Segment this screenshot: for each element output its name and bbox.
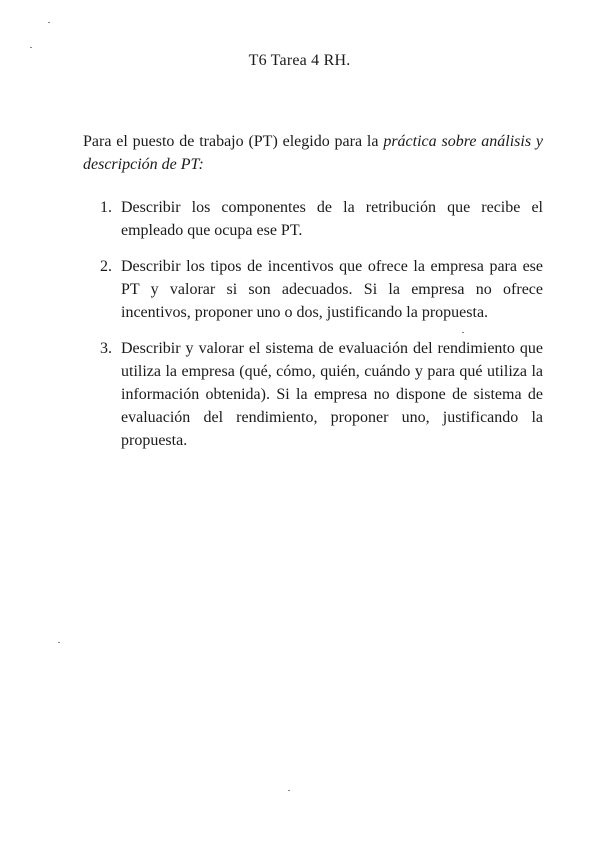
task-text: Describir los componentes de la retribución que recibe el empleado que ocupa ese PT. [121, 199, 543, 239]
task-number: 1. [100, 199, 112, 216]
task-number: 3. [100, 340, 112, 357]
task-item-1 [100, 196, 543, 242]
scan-speck [462, 332, 464, 333]
scan-speck [58, 642, 60, 643]
scan-speck [48, 22, 50, 23]
task-list [100, 196, 543, 465]
scan-speck [30, 47, 32, 48]
intro-text: Para el puesto de trabajo (PT) elegido para la [83, 133, 384, 150]
task-item-3 [100, 337, 543, 452]
scan-speck [288, 790, 290, 791]
task-text: Describir y valorar el sistema de evaluación del rendimiento que utiliza la empresa (qué, cómo, quién, cuándo y para qué utiliza la información obtenida). Si la empresa no dispone de sistema de evaluación del rendimiento, proponer uno, justificando la propuesta. [121, 340, 543, 449]
task-text: Describir los tipos de incentivos que ofrece la empresa para ese PT y valorar si son adecuados. Si la empresa no ofrece incentivos, proponer uno o dos, justificando la propuesta. [121, 258, 543, 321]
intro-colon: : [198, 156, 204, 173]
task-item-2 [100, 255, 543, 324]
page-title: T6 Tarea 4 RH. [248, 52, 351, 69]
intro-paragraph [83, 130, 543, 176]
task-number: 2. [100, 258, 112, 275]
intro-italic-text: práctica sobre análisis y descripción de PT [83, 133, 543, 173]
